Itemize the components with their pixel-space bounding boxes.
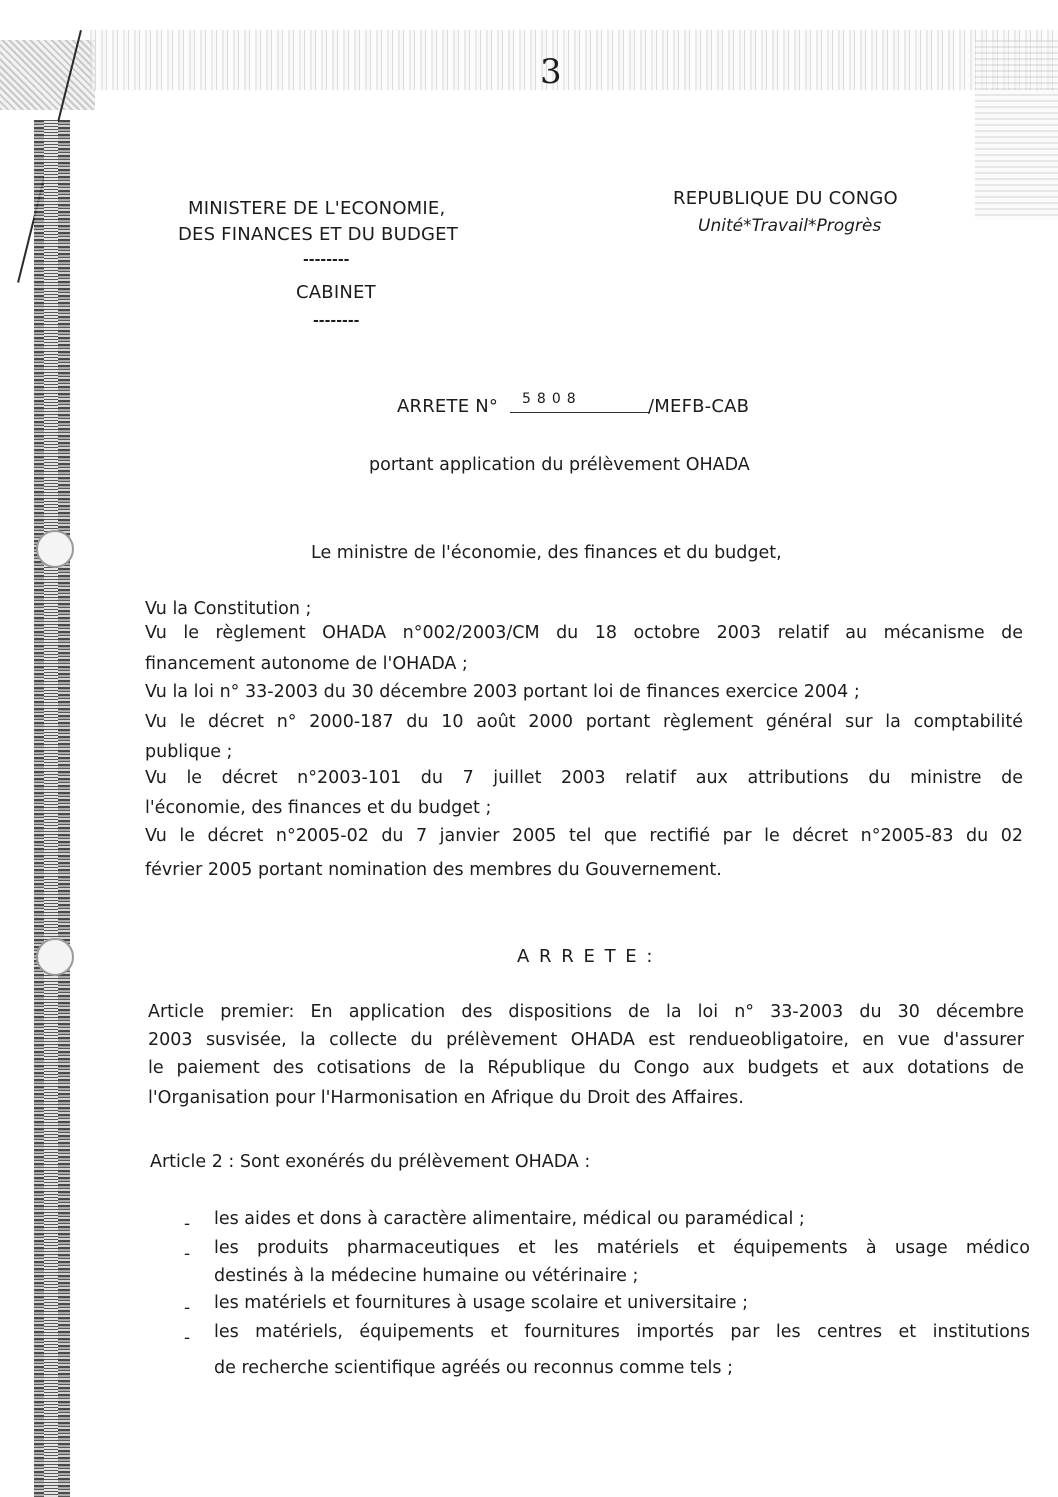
consideration-line: financement autonome de l'OHADA ; [145, 654, 468, 674]
national-motto: Unité*Travail*Progrès [698, 216, 882, 236]
article-1-line: le paiement des cotisations de la République du Congo aux budgets et aux dotations de [148, 1058, 1024, 1078]
consideration-line: Vu le décret n° 2000-187 du 10 août 2000 portant règlement général sur la comptabilité [145, 712, 1023, 732]
decree-suffix: /MEFB-CAB [648, 396, 750, 417]
arrete-heading: A R R E T E : [517, 946, 655, 967]
consideration-line: février 2005 portant nomination des membres du Gouvernement. [145, 860, 722, 880]
separator-bottom: -------- [313, 313, 360, 329]
consideration-line: publique ; [145, 742, 233, 762]
consideration-line: l'économie, des finances et du budget ; [145, 798, 492, 818]
consideration-line: Vu la Constitution ; [145, 599, 312, 619]
exemption-item: les matériels et fournitures à usage scolaire et universitaire ; [214, 1293, 748, 1313]
ministry-line-1: MINISTERE DE L'ECONOMIE, [188, 198, 446, 219]
punch-hole-icon [36, 938, 74, 976]
republic-title: REPUBLIQUE DU CONGO [673, 188, 898, 209]
article-2-title: Article 2 : Sont exonérés du prélèvement OHADA : [150, 1152, 591, 1172]
punch-hole-icon [36, 530, 74, 568]
page-number: 3 [540, 52, 562, 92]
decree-number-underline [510, 412, 650, 413]
consideration-line: Vu la loi n° 33-2003 du 30 décembre 2003 portant loi de finances exercice 2004 ; [145, 682, 860, 702]
exemption-item-continued: de recherche scientifique agréés ou reconnus comme tels ; [214, 1358, 733, 1378]
bullet-dash: - [184, 1328, 191, 1348]
scan-noise-corner [0, 40, 95, 110]
scan-noise-right [975, 40, 1058, 220]
exemption-item-continued: destinés à la médecine humaine ou vétérinaire ; [214, 1266, 639, 1286]
exemption-item: les matériels, équipements et fournitures importés par les centres et institutions [214, 1322, 1030, 1342]
cabinet-label: CABINET [296, 282, 376, 303]
article-1-line: Article premier: En application des dispositions de la loi n° 33-2003 du 30 décembre [148, 1002, 1024, 1022]
ministry-line-2: DES FINANCES ET DU BUDGET [178, 224, 458, 245]
decree-prefix: ARRETE N° [397, 396, 499, 417]
scan-binding-edge-inner [44, 120, 58, 1497]
article-1-line: l'Organisation pour l'Harmonisation en Afrique du Droit des Affaires. [148, 1088, 744, 1108]
separator-top: -------- [303, 252, 350, 268]
minister-title: Le ministre de l'économie, des finances et du budget, [311, 543, 782, 563]
scan-noise-top [90, 30, 1058, 90]
consideration-line: Vu le décret n°2003-101 du 7 juillet 2003 relatif aux attributions du ministre de [145, 768, 1023, 788]
consideration-line: Vu le règlement OHADA n°002/2003/CM du 18 octobre 2003 relatif au mécanisme de [145, 623, 1023, 643]
bullet-dash: - [184, 1244, 191, 1264]
bullet-dash: - [184, 1214, 191, 1234]
decree-subject: portant application du prélèvement OHADA [369, 455, 750, 475]
decree-number: 5808 [522, 391, 582, 407]
exemption-item: les aides et dons à caractère alimentaire, médical ou paramédical ; [214, 1209, 805, 1229]
bullet-dash: - [184, 1298, 191, 1318]
consideration-line: Vu le décret n°2005-02 du 7 janvier 2005 tel que rectifié par le décret n°2005-83 du 02 [145, 826, 1023, 846]
exemption-item: les produits pharmaceutiques et les matériels et équipements à usage médico [214, 1238, 1030, 1258]
article-1-line: 2003 susvisée, la collecte du prélèvement OHADA est rendueobligatoire, en vue d'assurer [148, 1030, 1024, 1050]
